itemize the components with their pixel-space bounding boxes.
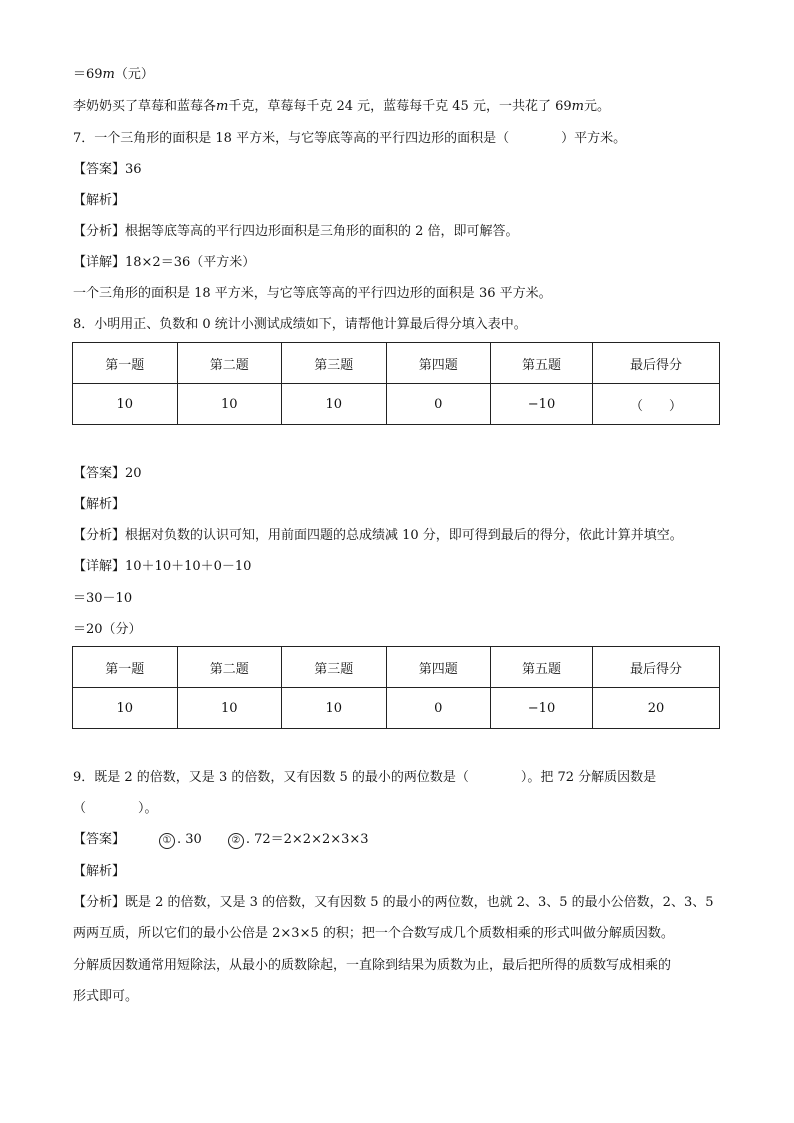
header-cell: 第五题 (491, 343, 593, 384)
value-cell: 0 (386, 384, 491, 425)
table-row (73, 688, 720, 729)
variable-m: m (571, 99, 584, 114)
q7-detail: 【详解】18×2＝36（平方米） (73, 255, 256, 270)
q8-step-2: ＝30－10 (73, 591, 133, 606)
value-cell: −10 (491, 688, 593, 729)
q8-step-3: ＝20（分） (73, 622, 142, 637)
circled-one-marker: ① (159, 833, 175, 849)
table-row (73, 384, 720, 425)
variable-m: m (102, 67, 115, 82)
header-cell: 第二题 (177, 343, 282, 384)
conclusion-line (73, 98, 610, 116)
q7-analysis-heading: 【解析】 (73, 193, 126, 208)
header-cell: 第三题 (282, 647, 387, 688)
circled-two-marker: ② (228, 833, 244, 849)
q8-analysis: 【分析】根据对负数的认识可知，用前面四题的总成绩减 10 分，即可得到最后的得分，依此计算并填空。 (73, 528, 683, 543)
table-header-row (73, 647, 720, 688)
answer-label: 【答案】 (73, 832, 126, 847)
header-cell: 第二题 (177, 647, 282, 688)
value-cell: 10 (177, 688, 282, 729)
question-9-line-1: 9．既是 2 的倍数，又是 3 的倍数，又有因数 5 的最小的两位数是（ ）。把 72 分解质因数是 (73, 770, 657, 785)
value-cell: 10 (177, 384, 282, 425)
table-header-row (73, 343, 720, 384)
q8-analysis-heading: 【解析】 (73, 497, 126, 512)
conclusion-part-a: 李奶奶买了草莓和蓝莓各 (73, 99, 217, 114)
value-cell: 10 (282, 384, 387, 425)
q9-answer (73, 831, 369, 849)
header-cell: 第五题 (491, 647, 593, 688)
question-8: 8．小明用正、负数和 0 统计小测试成绩如下，请帮他计算最后得分填入表中。 (73, 317, 527, 332)
score-table-question (72, 342, 720, 425)
header-cell: 第一题 (73, 647, 178, 688)
value-cell: −10 (491, 384, 593, 425)
final-score-cell: 20 (593, 688, 720, 729)
answer-1: . 30 (177, 832, 202, 847)
header-cell: 第四题 (386, 343, 491, 384)
value-cell: 10 (282, 688, 387, 729)
expr-text: ＝69 (73, 67, 103, 82)
q9-analysis-line-2: 两两互质，所以它们的最小公倍是 2×3×5 的积；把一个合数写成几个质数相乘的形式叫做分解质因数。 (73, 926, 674, 941)
q7-answer: 【答案】36 (73, 162, 142, 177)
variable-m: m (216, 99, 229, 114)
q9-analysis-heading: 【解析】 (73, 864, 126, 879)
conclusion-part-c: 元。 (583, 99, 610, 114)
unit-text: （元） (114, 67, 154, 82)
answer-2: . 72＝2×2×2×3×3 (245, 832, 369, 847)
value-cell: 10 (73, 384, 178, 425)
header-cell: 第四题 (386, 647, 491, 688)
score-table-answer (72, 646, 720, 729)
q7-conclusion: 一个三角形的面积是 18 平方米，与它等底等高的平行四边形的面积是 36 平方米。 (73, 286, 552, 301)
value-cell: 0 (386, 688, 491, 729)
answer-blank-cell: （ ） (593, 384, 720, 425)
value-cell: 10 (73, 688, 178, 729)
q8-answer: 【答案】20 (73, 466, 142, 481)
header-cell: 第一题 (73, 343, 178, 384)
q7-analysis: 【分析】根据等底等高的平行四边形面积是三角形的面积的 2 倍，即可解答。 (73, 224, 519, 239)
header-cell: 最后得分 (593, 343, 720, 384)
question-7: 7．一个三角形的面积是 18 平方米，与它等底等高的平行四边形的面积是（ ）平方米。 (73, 131, 627, 146)
header-cell: 第三题 (282, 343, 387, 384)
expr-line (73, 66, 154, 84)
q9-analysis-line-3: 分解质因数通常用短除法，从最小的质数除起，一直除到结果为质数为止，最后把所得的质数写成相乘的 (73, 958, 672, 973)
q8-detail: 【详解】10＋10＋10＋0－10 (73, 559, 252, 574)
q9-analysis-line-1: 【分析】既是 2 的倍数，又是 3 的倍数，又有因数 5 的最小的两位数，也就 2、3、5 的最小公倍数，2、3、5 (73, 895, 714, 910)
header-cell: 最后得分 (593, 647, 720, 688)
q9-analysis-line-4: 形式即可。 (73, 989, 139, 1004)
conclusion-part-b: 千克，草莓每千克 24 元，蓝莓每千克 45 元，一共花了 69 (228, 99, 572, 114)
question-9-line-2: （ ）。 (73, 801, 158, 816)
